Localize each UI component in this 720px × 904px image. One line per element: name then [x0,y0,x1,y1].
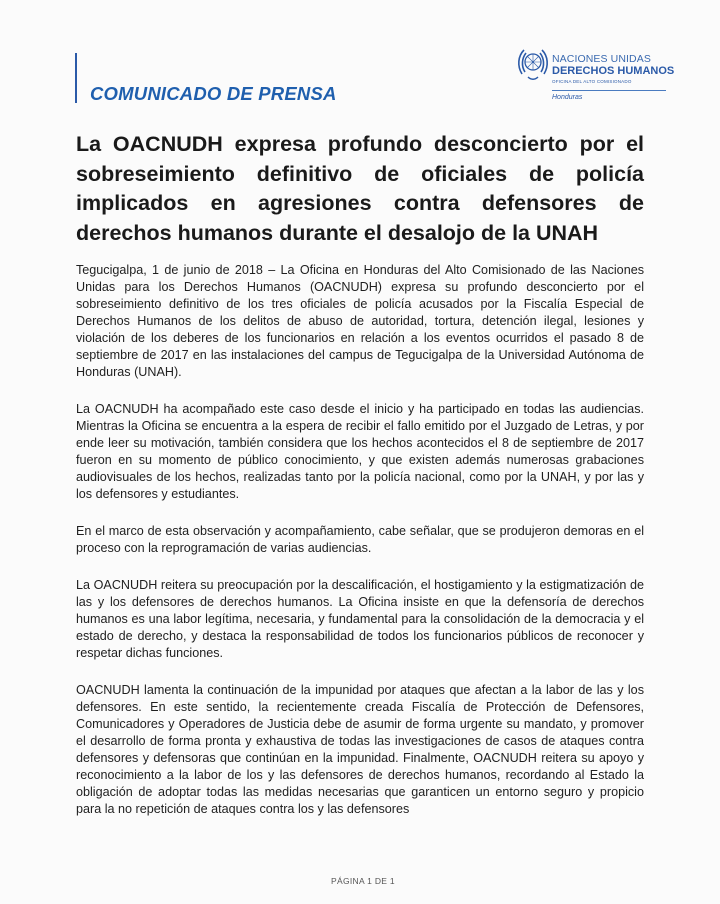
body-text [76,262,644,838]
headline: La OACNUDH expresa profundo desconcierto por el sobreseimiento definitivo de oficiales de policía implicados en agresiones contra defensores de derechos humanos durante el desalojo de la UNAH [76,132,644,245]
press-release-title: COMUNICADO DE PRENSA [90,83,337,104]
paragraph-1: Tegucigalpa, 1 de junio de 2018 – La Oficina en Honduras del Alto Comisionado de las Naciones Unidas para los Derechos Humanos (OACNUDH) expresa su profundo desconcierto por el sobreseimiento definitivo de los tres oficiales de policía acusados por la Fiscalía Especial de Derechos Humanos de los delitos de abuso de autoridad, tortura, detención ilegal, lesiones y violación de los deberes de los funcionarios en relación a los eventos ocurridos el pasado 8 de septiembre de 2017 en las instalaciones del campus de Tegucigalpa de la Universidad Autónoma de Honduras (UNAH). [76,263,644,379]
un-human-rights-logo [516,44,675,112]
logo-text-office: OFICINA DEL ALTO COMISIONADO [552,79,632,84]
paragraph-5: OACNUDH lamenta la continuación de la impunidad por ataques que afectan a la labor de las y los defensores. En este sentido, la recientemente creada Fiscalía de Protección de Defensores, Comunicadores y Operadores de Justicia debe de asumir de forma urgente su mandato, y promover el desarrollo de forma pronta y exhaustiva de todas las investigaciones de casos de ataques contra defensores y defensoras que continúan en la impunidad. Finalmente, OACNUDH reitera su apoyo y reconocimiento a la labor de los y las defensores de derechos humanos, recordando al Estado la obligación de adoptar todas las medidas necesarias que garanticen un entorno seguro y propicio para la no repetición de ataques contra los y las defensores [76,683,644,816]
logo-divider [552,90,666,91]
paragraph-2: La OACNUDH ha acompañado este caso desde el inicio y ha participado en todas las audiencias. Mientras la Oficina se encuentra a la espera de recibir el fallo emitido por el Juzgado de Letras, y por ende leer su motivación, también considera que los hechos acontecidos el 8 de septiembre de 2017 fueron en su momento de público conocimiento, y que existen además numerosas grabaciones audiovisuales de los hechos, realizadas tanto por la policía nacional, como por la UNAH, y por las y los defensores y estudiantes. [76,402,644,501]
logo-country: Honduras [552,94,583,101]
page-number: PÁGINA 1 DE 1 [331,876,395,886]
un-emblem-icon [516,44,550,84]
logo-text-human-rights: DERECHOS HUMANOS [552,65,675,77]
paragraph-3: En el marco de esta observación y acompañamiento, cabe señalar, que se produjeron demoras en el proceso con la reprogramación de varias audiencias. [76,524,644,555]
header-divider [75,53,77,103]
logo-text-un: NACIONES UNIDAS [552,53,651,65]
paragraph-4: La OACNUDH reitera su preocupación por la descalificación, el hostigamiento y la estigmatización de las y los defensores de derechos humanos. La Oficina insiste en que la defensoría de derechos humanos es una labor legítima, necesaria, y fundamental para la consolidación de la democracia y el estado de derecho, y destaca la responsabilidad de todos los funcionarios públicos de reconocer y respetar dichas funciones. [76,578,644,660]
